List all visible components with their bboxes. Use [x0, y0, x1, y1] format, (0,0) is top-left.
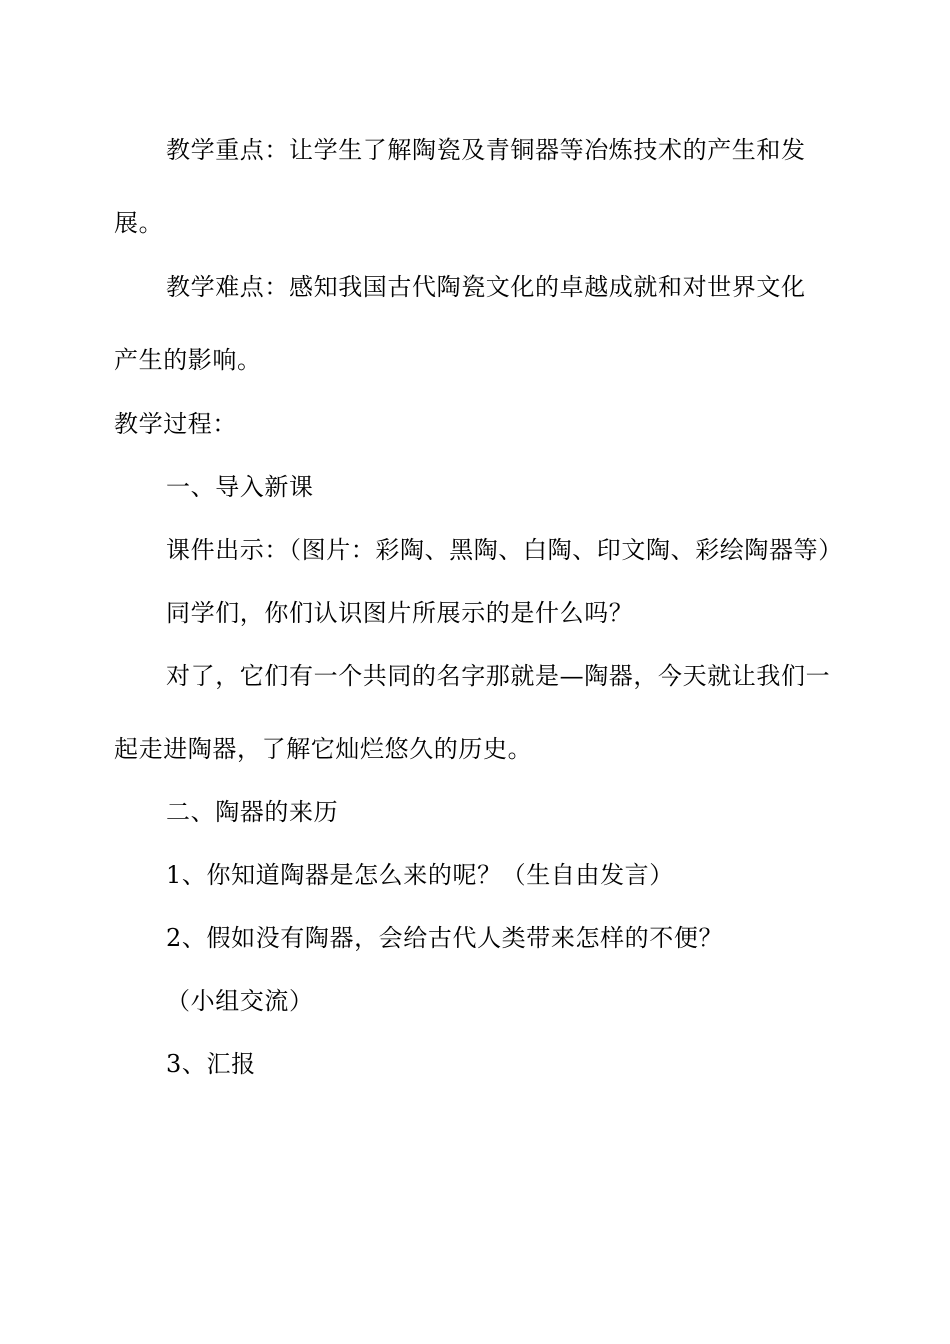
key-point-line-1: 教学重点：让学生了解陶瓷及青铜器等冶炼技术的产生和发	[166, 136, 806, 164]
answer-line-2: 起走进陶器，了解它灿烂悠久的历史。	[114, 735, 533, 763]
difficulty-line-1: 教学难点：感知我国古代陶瓷文化的卓越成就和对世界文化	[166, 273, 806, 301]
question-line: 同学们，你们认识图片所展示的是什么吗？	[166, 599, 634, 627]
process-heading: 教学过程：	[114, 410, 237, 438]
key-point-line-2: 展。	[114, 209, 164, 237]
item-1: 1、你知道陶器是怎么来的呢？（生自由发言）	[166, 861, 674, 889]
group-discussion-note: （小组交流）	[166, 987, 314, 1015]
section-1-heading: 一、导入新课	[166, 473, 314, 501]
item-2: 2、假如没有陶器，会给古代人类带来怎样的不便？	[166, 924, 724, 952]
courseware-line: 课件出示：（图片：彩陶、黑陶、白陶、印文陶、彩绘陶器等）	[166, 536, 843, 564]
item-3: 3、汇报	[166, 1050, 256, 1078]
section-2-heading: 二、陶器的来历	[166, 798, 339, 826]
answer-line-1: 对了，它们有一个共同的名字那就是—陶器，今天就让我们一	[166, 662, 831, 690]
difficulty-line-2: 产生的影响。	[114, 346, 262, 374]
